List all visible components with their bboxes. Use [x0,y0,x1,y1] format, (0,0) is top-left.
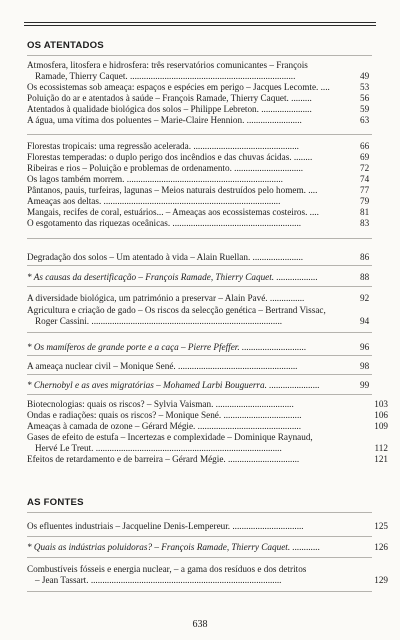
toc-page-number: 112 [374,443,388,453]
toc-entry [27,93,358,104]
section-title-as-fontes: AS FONTES [27,497,84,508]
toc-page-number: 109 [374,421,388,431]
toc-page-number: 94 [360,316,370,326]
toc-page-number: 125 [374,521,388,531]
toc-page-number: 129 [374,575,388,585]
toc-entry-line: Os lagos também morrem. .................................................................... [27,174,283,184]
toc-page-number: 86 [360,252,370,262]
toc-entry-line: Agricultura e criação de gado – Os riscos da selecção genética – Bertrand Vissac, [27,305,326,315]
toc-page-number: 49 [360,71,370,81]
toc-entry-line: A ameaça nuclear civil – Monique Sené. .................................................... [27,361,298,371]
toc-entry-line: Biotecnologias: quais os riscos? – Sylvia Vaisman. .................................. [27,399,294,409]
toc-page-number: 99 [360,380,370,390]
toc-page-number: 79 [360,196,370,206]
toc-entry [27,410,358,421]
toc-entry [27,141,358,152]
section-separator [27,512,372,513]
toc-page-number: 98 [360,361,370,371]
toc-entry-line: – Jean Tassart. ................................................................................... [35,575,282,585]
toc-entry-line: Combustíveis fósseis e energia nuclear, – a gama dos resíduos e dos detritos [27,564,307,574]
toc-entry [27,196,358,207]
entry-separator [27,557,372,558]
toc-entry-line: Os ecossistemas sob ameaça: espaços e espécies em perigo – Jacques Lecomte. .... [27,82,330,92]
toc-page-number: 81 [360,207,370,217]
toc-entry-line: Mangais, recifes de coral, estuários... – Ameaças aos ecossistemas costeiros. .... [27,207,319,217]
toc-page-number: 83 [360,218,370,228]
toc-page-number: 126 [374,542,388,552]
toc-entry-line: Degradação dos solos – Um atentado à vida – Alain Ruellan. ...................... [27,252,304,262]
toc-entry-line: * Chernobyl e as aves migratórias – Mohamed Larbi Bouguerra. ...................... [27,380,320,390]
toc-entry [27,521,358,532]
toc-entry-line: Florestas temperadas: o duplo perigo dos incêndios e das chuvas ácidas. ........ [27,152,313,162]
toc-page-number: 69 [360,152,370,162]
toc-entry [27,380,358,391]
entry-separator [27,286,372,287]
toc-page-number: 121 [374,454,388,464]
page-number-footer: 638 [192,619,208,630]
entry-separator [27,374,372,375]
toc-entry [27,293,358,304]
toc-entry [27,361,358,372]
toc-page-number: 77 [360,185,370,195]
toc-entry-line: * Quais as indústrias poluidoras? – François Ramade, Thierry Caquet. ............ [27,542,320,552]
toc-entry-line: Atentados à qualidade biológica dos solos – Philippe Lebreton. ...................... [27,104,312,114]
toc-entry [27,305,358,327]
toc-entry [27,218,358,229]
toc-entry-line: Ameaças aos deltas. ............................................................................. [27,196,281,206]
toc-entry [27,185,358,196]
toc-entry [27,115,358,126]
toc-entry-line: Ameaças à camada de ozone – Gérard Mégie. ............................................. [27,421,302,431]
toc-page-number: 96 [360,342,370,352]
entry-separator [27,332,372,333]
toc-page-number: 56 [360,93,370,103]
entry-separator [27,536,372,537]
entry-separator [27,265,372,266]
toc-page-number: 72 [360,163,370,173]
toc-entry [27,252,358,263]
toc-entry-line: A água, uma vítima dos poluentes – Marie-Claire Hennion. ........................ [27,115,302,125]
toc-entry-line: Roger Cassini. ................................................................................... [35,316,283,326]
toc-entry [27,432,358,454]
top-rule [24,22,376,23]
toc-entry [27,152,358,163]
toc-page-number: 53 [360,82,370,92]
toc-entry-line: Ribeiras e rios – Poluição e problemas de ordenamento. .............................. [27,163,304,173]
toc-entry-line: * As causas da desertificação – François Ramade, Thierry Caquet. .................. [27,272,318,282]
toc-page-number: 63 [360,115,370,125]
toc-entry [27,454,358,465]
toc-entry [27,207,358,218]
toc-entry-line: Ondas e radiações: quais os riscos? – Monique Sené. .................................. [27,410,302,420]
toc-page-number: 106 [374,410,388,420]
toc-entry-line: Gases de efeito de estufa – Incertezas e complexidade – Dominique Raynaud, [27,432,313,442]
toc-page-number: 92 [360,293,370,303]
toc-entry-line: Hervé Le Treut. ................................................................................. [35,443,282,453]
toc-page-number: 103 [374,399,388,409]
top-rule-inner [24,25,376,26]
section-title-os-atentados: OS ATENTADOS [27,40,104,51]
toc-entry [27,272,358,283]
entry-separator [27,355,372,356]
toc-entry [27,542,358,553]
entry-separator [27,591,372,592]
toc-page-number: 59 [360,104,370,114]
toc-entry [27,163,358,174]
toc-entry [27,421,358,432]
toc-entry-line: Poluição do ar e atentados à saúde – François Ramade, Thierry Caquet. ......... [27,93,312,103]
entry-separator [27,134,372,135]
toc-page-number: 66 [360,141,370,151]
toc-entry-line: Pântanos, pauis, turfeiras, lagunas – Meios naturais destruídos pelo homem. .... [27,185,318,195]
toc-page-number: 74 [360,174,370,184]
entry-separator [27,238,372,239]
toc-entry [27,342,358,353]
toc-entry [27,82,358,93]
toc-entry [27,60,358,82]
toc-entry-line: Florestas tropicais: uma regressão acelerada. .............................................. [27,141,299,151]
toc-entry [27,564,358,586]
toc-entry [27,174,358,185]
toc-entry-line: Ramade, Thierry Caquet. ........................................................................ [35,71,296,81]
section-separator [27,55,372,56]
toc-entry-line: * Os mamíferos de grande porte e a caça – Pierre Pfeffer. ............................ [27,342,307,352]
toc-entry-line: A diversidade biológica, um património a preservar – Alain Pavé. ............... [27,293,305,303]
toc-page-number: 88 [360,272,370,282]
toc-entry [27,104,358,115]
toc-entry-line: Efeitos de retardamento e de barreira – Gérard Mégie. ............................... [27,454,300,464]
entry-separator [27,394,372,395]
toc-entry [27,399,358,410]
toc-entry-line: O esgotamento das riquezas oceânicas. ........................................................ [27,218,302,228]
toc-entry-line: Os efluentes industriais – Jacqueline Denis-Lempereur. ............................... [27,521,304,531]
toc-entry-line: Atmosfera, litosfera e hidrosfera: três reservatórios comunicantes – François [27,60,308,70]
